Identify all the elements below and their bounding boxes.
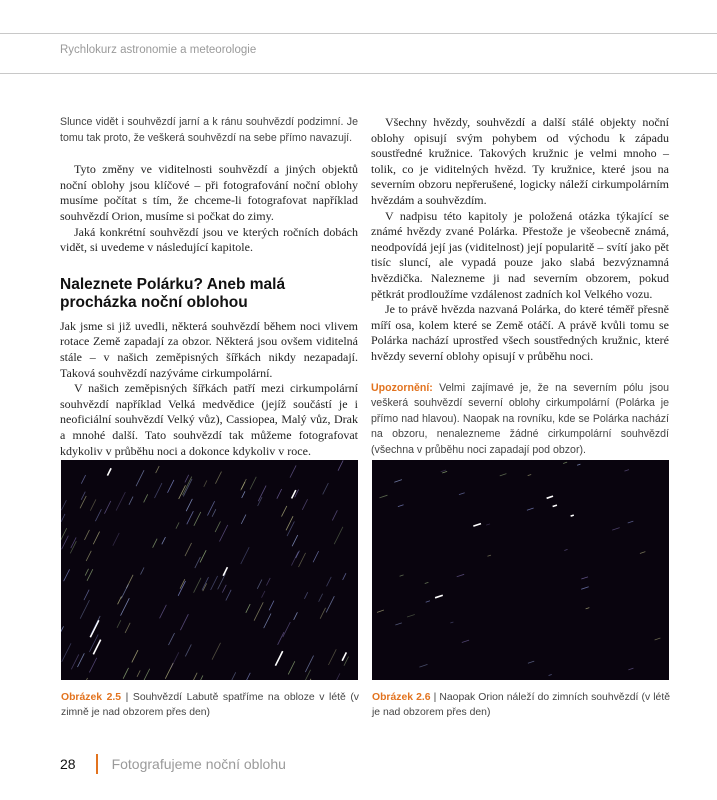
star-trail — [549, 674, 552, 675]
star-trail — [275, 651, 282, 666]
star-trail — [291, 552, 298, 565]
star-trail — [342, 652, 346, 660]
star-trail — [167, 480, 173, 493]
star-trail — [89, 658, 96, 673]
star-trail — [113, 533, 119, 546]
star-trail — [212, 509, 216, 517]
star-trail — [581, 577, 588, 579]
star-trail — [218, 573, 226, 589]
star-trail — [132, 650, 138, 662]
star-trail — [137, 670, 140, 676]
star-trail — [283, 622, 291, 637]
star-trail — [287, 521, 294, 536]
star-trail — [204, 480, 207, 486]
star-trail — [628, 521, 634, 523]
star-trail — [95, 509, 101, 521]
star-trail — [91, 616, 100, 634]
star-trail — [336, 673, 340, 680]
star-trail — [185, 543, 192, 556]
star-trail — [185, 475, 189, 483]
header-rule-top — [0, 33, 717, 34]
star-trail — [81, 475, 85, 484]
star-trail — [327, 577, 332, 586]
star-trail — [563, 462, 567, 463]
star-trail — [241, 547, 249, 564]
star-trail — [90, 620, 99, 637]
star-trail — [153, 539, 158, 548]
star-trail — [202, 577, 208, 590]
star-trail — [215, 472, 221, 484]
star-trail — [302, 499, 307, 510]
star-trail — [487, 555, 491, 556]
separator: | — [121, 692, 133, 703]
star-trail — [62, 536, 69, 550]
star-trail — [624, 470, 629, 472]
star-trail — [117, 620, 121, 628]
star-trail — [116, 492, 125, 511]
star-trail — [305, 656, 313, 672]
note-text: Velmi zajímavé je, že na severním pólu jsou veškerá souhvězdí severní oblohy cirkumpolární (Polárka je přímo nad hlavou). Naopak na rovníku, kde se Polárka nachází na obzoru, nenalezneme žádné cirkumpolární souhvězdí (všechna v průběhu noci zapadají pod obzor). — [371, 381, 669, 456]
star-trail — [107, 468, 111, 475]
paragraph: V našich zeměpisných šířkách patří mezi cirkumpolární souhvězdí například Velká medvědice (jejíž součástí je i neoficiální souhvězdí Velký vůz), Cassiopea, Malý vůz, Drak a mnohé další. Tato souhvězdí tak můžeme fotografovat kdykoliv v průběhu noci a dokonce kdykoliv v roce. — [60, 381, 358, 458]
star-trail — [450, 622, 453, 623]
star-trail — [640, 552, 645, 554]
star-trail — [628, 668, 633, 670]
star-trail — [290, 465, 296, 477]
paragraph: Jaká konkrétní souhvězdí jsou ve kterých ročních dobách vidět, si uvedeme v následující kapitole. — [60, 224, 358, 255]
star-trail — [140, 567, 144, 574]
star-trail — [194, 512, 201, 526]
star-trail — [338, 460, 343, 470]
star-trail — [62, 643, 71, 662]
figure-2-5-caption — [61, 690, 359, 720]
page-number: 28 — [60, 756, 76, 772]
star-trail — [344, 657, 349, 666]
star-trail — [195, 557, 201, 568]
note — [371, 381, 669, 459]
star-trail — [486, 524, 490, 525]
star-trail — [118, 596, 122, 604]
star-trail — [180, 614, 188, 630]
intro-text: Slunce vidět i souhvězdí jarní a k ránu souhvězdí podzimní. Je tomu tak proto, že veškerá souhvězdí na sebe přímo navazují. — [60, 116, 358, 144]
star-trail — [328, 649, 336, 665]
star-trail — [400, 575, 404, 576]
star-trail — [80, 496, 86, 508]
star-trail — [231, 672, 236, 680]
star-trail — [125, 623, 130, 633]
star-trail — [200, 550, 206, 562]
star-trail — [254, 602, 263, 620]
star-trail — [426, 601, 430, 602]
star-trail — [262, 591, 265, 598]
star-trail — [277, 489, 282, 499]
star-trail — [457, 574, 464, 576]
star-trail — [528, 474, 531, 475]
star-trail — [186, 499, 192, 511]
star-trail — [462, 640, 469, 642]
figure-label: Obrázek 2.6 — [372, 692, 431, 703]
star-trail — [577, 464, 580, 465]
star-trail — [459, 493, 465, 495]
caption-text: Souhvězdí Labutě spatříme na obloze v létě (v zimně je nad obzorem přes den) — [61, 692, 359, 718]
star-trail — [64, 569, 70, 581]
figure-2-6-caption — [372, 690, 670, 720]
star-trail — [187, 511, 194, 524]
star-trail — [304, 592, 307, 599]
star-trail — [156, 466, 160, 473]
star-trail — [121, 598, 130, 615]
star-trail — [258, 486, 266, 502]
star-trail — [269, 601, 274, 611]
star-trail — [215, 521, 220, 532]
paragraph: Je to právě hvězda nazvaná Polárka, do které téměř přesně míří osa, kolem které se Země otáčí. A právě kvůli tomu se Polárka nachází uprostřed všech soustředných kružnic, které hvězdy severní oblohy opisují v průběhu noci. — [371, 302, 669, 363]
star-trail — [586, 608, 590, 609]
figure-label: Obrázek 2.5 — [61, 692, 122, 703]
star-trail — [257, 580, 262, 589]
star-trail — [143, 669, 150, 680]
star-trail — [212, 643, 220, 660]
left-column — [60, 115, 358, 459]
star-trail — [334, 527, 343, 544]
caption-text: Naopak Orion náleží do zimních souhvězdí (v létě je nad obzorem přes den) — [372, 692, 670, 718]
star-trail — [326, 596, 334, 612]
star-trail — [571, 515, 574, 516]
star-trail — [168, 633, 174, 645]
separator: | — [430, 692, 440, 703]
star-trail — [144, 494, 148, 502]
star-trail — [292, 535, 298, 546]
star-trail — [442, 471, 447, 473]
star-trail — [425, 582, 429, 583]
star-trail — [288, 661, 295, 674]
star-trail — [154, 483, 161, 498]
star-trail — [242, 491, 245, 498]
paragraph: V nadpisu této kapitoly je položená otázka týkající se známé hvězdy zvané Polárka. Přestože je všeobecně známá, neodpovídá její jas (viditelnost) její popularitě – svítí jako pět tisíc sluncí, ale vypadá pouze jako slabá bezvýznamná hvězdička. Nalezneme ji nad severním obzorem, pokud pětkrát prodloužíme vzdálenost zadních kol Velkého vozu. — [371, 208, 669, 301]
paragraph: Všechny hvězdy, souhvězdí a další stálé objekty noční oblohy opisují svým pohybem od východu k západu soustředné kružnice. Takových kružnic je velmi mnoho – tolik, co je viditelných hvězd. Ty kružnice, které jsou na severním obzoru nepřerušené, logicky náleží cirkumpolárním hvězdám a souhvězdím. — [371, 115, 669, 207]
star-trail — [246, 604, 250, 613]
star-trail — [136, 470, 144, 486]
star-trail — [211, 576, 218, 590]
section-heading: Naleznete Polárku? Aneb malá procházka noční oblohou — [60, 275, 286, 311]
star-trail — [435, 595, 443, 598]
star-trail — [294, 612, 298, 620]
star-trail — [162, 537, 166, 544]
star-trail — [241, 482, 245, 489]
star-trail — [188, 673, 197, 680]
star-trail — [185, 644, 191, 656]
star-trail — [296, 551, 300, 558]
star-trail — [61, 500, 66, 510]
star-trail — [319, 594, 323, 602]
note-label: Upozornění: — [371, 381, 433, 394]
star-trail — [250, 477, 256, 490]
star-trail — [553, 505, 557, 506]
footer-divider — [96, 754, 98, 774]
star-trail — [564, 549, 567, 550]
paragraph: Tyto změny ve viditelnosti souhvězdí a jiných objektů noční oblohy jsou klíčové – při fotografování noční oblohy musíme počítat s tím, že chceme-li fotografovat například souhvězdí Orion, musíme si počkat do zimy. — [60, 162, 358, 223]
star-trail — [194, 578, 201, 593]
star-trail — [93, 532, 99, 545]
star-trail — [655, 638, 661, 640]
star-trail — [332, 510, 337, 520]
star-trail — [84, 530, 89, 540]
star-trail — [90, 499, 96, 510]
star-trail — [61, 626, 64, 638]
star-trail — [219, 525, 227, 542]
star-trail — [61, 514, 65, 522]
star-trail — [222, 585, 226, 593]
star-trail — [500, 474, 507, 476]
star-trail — [286, 516, 293, 530]
star-trail — [323, 483, 329, 494]
star-trail — [85, 569, 88, 576]
star-trail — [527, 508, 534, 510]
star-trail — [176, 522, 179, 528]
running-title: Rychlokurz astronomie a meteorologie — [60, 44, 257, 56]
star-trail — [266, 578, 270, 586]
star-trail — [160, 605, 167, 619]
star-trail — [528, 661, 534, 663]
star-trail — [226, 590, 231, 601]
star-trail — [313, 551, 319, 562]
star-trail — [84, 590, 89, 600]
star-trail — [547, 496, 553, 498]
star-trail — [320, 608, 325, 619]
star-trail — [104, 501, 110, 514]
star-trail — [82, 678, 88, 680]
star-trail — [343, 573, 346, 580]
header-rule-bottom — [0, 73, 717, 74]
page-footer — [60, 754, 286, 774]
star-trail — [473, 524, 481, 527]
star-trail — [171, 652, 179, 667]
star-trail — [394, 480, 402, 483]
right-column — [371, 115, 669, 458]
star-trail — [398, 505, 404, 507]
star-trail — [86, 551, 91, 561]
star-trail — [419, 664, 427, 667]
star-trail — [182, 477, 191, 496]
star-trail — [302, 679, 310, 680]
paragraph: Jak jsme si již uvedli, některá souhvězdí během noci vlivem rotace Země zapadají za obzor. Některá jsou ovšem viditelná stále – v našich zeměpisných šířkách nikdy nezapadají. Taková souhvězdí nazýváme cirkumpolární. — [60, 318, 358, 380]
star-trail — [441, 470, 446, 472]
star-trail — [299, 553, 306, 567]
star-trail — [243, 673, 250, 680]
star-trail — [123, 668, 128, 679]
star-trail — [581, 587, 588, 589]
star-trail — [379, 495, 387, 498]
star-trail — [395, 623, 401, 625]
figure-2-6-photo — [372, 460, 669, 680]
star-trail — [278, 632, 284, 645]
star-trail — [407, 614, 415, 617]
star-trail — [281, 506, 286, 517]
chapter-title: Fotografujeme noční oblohu — [111, 756, 286, 772]
star-trail — [178, 581, 185, 596]
star-trail — [241, 515, 246, 524]
star-trail — [377, 610, 384, 612]
figure-2-5-photo — [61, 460, 358, 680]
star-trail — [80, 600, 89, 619]
star-trail — [264, 613, 271, 628]
star-trail — [121, 584, 128, 598]
star-trail — [612, 528, 619, 530]
star-trail — [129, 497, 133, 505]
